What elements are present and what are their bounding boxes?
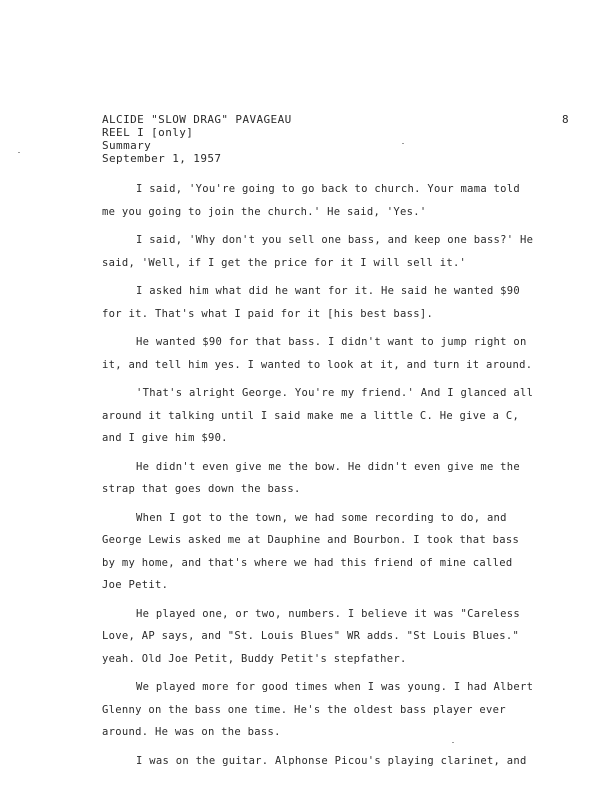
paragraph-line: He played one, or two, numbers. I believe it was "Careless <box>136 607 521 620</box>
paragraph-line: Love, AP says, and "St. Louis Blues" WR adds. "St Louis Blues." <box>102 630 520 642</box>
paragraph-line: I said, 'Why don't you sell one bass, and keep one bass?' He <box>136 234 534 246</box>
paragraph-line: Joe Petit. <box>102 579 169 591</box>
paragraph-line: He wanted $90 for that bass. I didn't want to jump right on <box>136 336 527 348</box>
paragraph-line: around it talking until I said make me a little C. He give a C, <box>102 409 520 422</box>
paragraph-line: We played more for good times when I was young. I had Albert <box>136 681 534 693</box>
paragraph <box>102 229 578 274</box>
paragraph-line: and I give him $90. <box>102 432 228 444</box>
paragraph-line: for it. That's what I paid for it [his best bass]. <box>102 307 434 320</box>
paragraph <box>102 456 578 501</box>
paragraph-line: strap that goes down the bass. <box>102 483 301 495</box>
paragraph-line: 'That's alright George. You're my friend.' And I glanced all <box>136 387 534 399</box>
paragraph-line: me you going to join the church.' He said, 'Yes.' <box>102 205 427 218</box>
paragraph-line: When I got to the town, we had some recording to do, and <box>136 511 507 524</box>
paragraph <box>102 507 578 597</box>
paragraph <box>102 750 578 773</box>
paragraph-line: He didn't even give me the bow. He didn't even give me the <box>136 460 521 473</box>
scan-speck <box>402 143 404 144</box>
paragraph <box>102 382 578 450</box>
header-date: September 1, 1957 <box>102 152 222 165</box>
header-reel: REEL I [only] <box>102 126 194 139</box>
paragraph <box>102 676 578 744</box>
paragraph-line: said, 'Well, if I get the price for it I will sell it.' <box>102 256 467 269</box>
paragraph-line: it, and tell him yes. I wanted to look at it, and turn it around. <box>102 358 533 371</box>
header-title: ALCIDE "SLOW DRAG" PAVAGEAU <box>102 113 292 126</box>
paragraph-line: I said, 'You're going to go back to church. Your mama told <box>136 183 521 195</box>
paragraph <box>102 178 578 223</box>
page-number: 8 <box>562 113 569 126</box>
scan-speck <box>18 152 20 153</box>
paragraph <box>102 603 578 671</box>
paragraph <box>102 280 578 325</box>
paragraph-line: yeah. Old Joe Petit, Buddy Petit's stepfather. <box>102 652 407 665</box>
paragraph-line: I was on the guitar. Alphonse Picou's playing clarinet, and <box>136 754 527 767</box>
paragraph-line: George Lewis asked me at Dauphine and Bourbon. I took that bass <box>102 534 520 546</box>
header-label: Summary <box>102 139 152 152</box>
scan-speck <box>452 742 454 743</box>
paragraph-line: I asked him what did he want for it. He said he wanted $90 <box>136 285 521 297</box>
paragraph-line: by my home, and that's where we had this friend of mine called <box>102 556 513 569</box>
paragraph <box>102 331 578 376</box>
paragraph-line: Glenny on the bass one time. He's the oldest bass player ever <box>102 703 506 716</box>
transcript-body <box>102 178 578 778</box>
paragraph-line: around. He was on the bass. <box>102 726 281 738</box>
